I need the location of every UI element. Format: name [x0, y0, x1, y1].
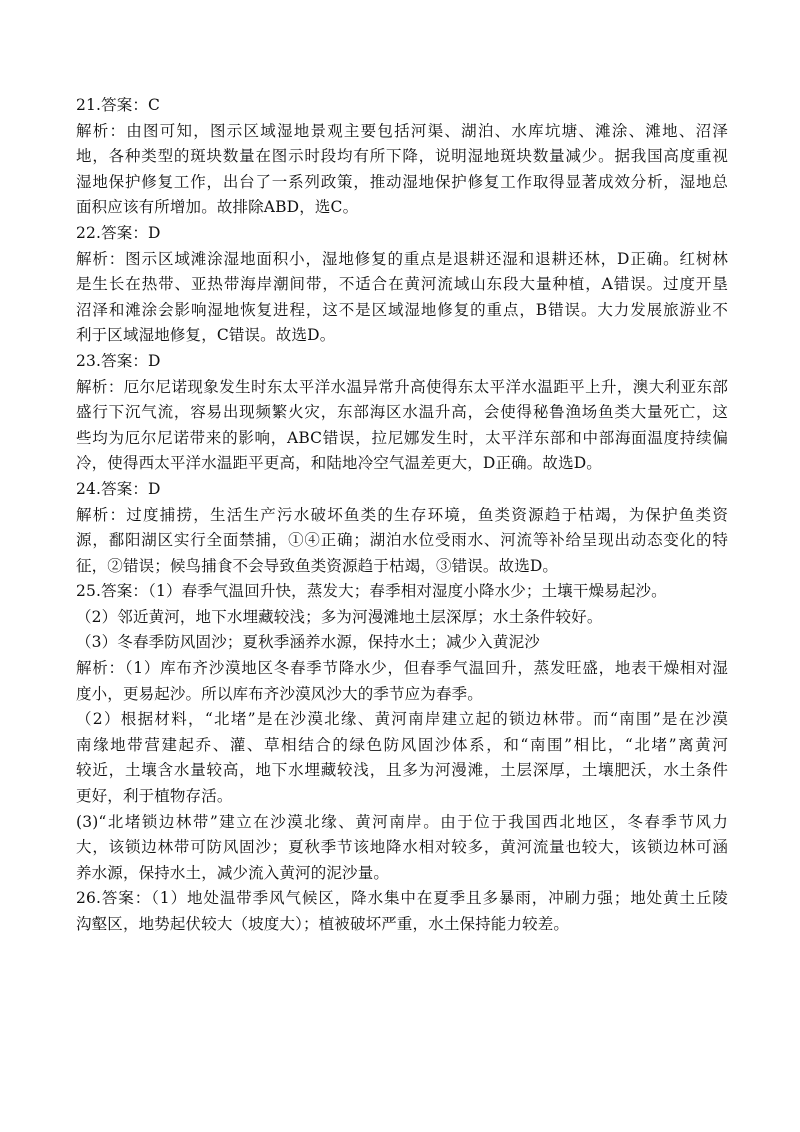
answer-line: （2）邻近黄河，地下水埋藏较浅；多为河漫滩地土层深厚；水土条件较好。 — [76, 607, 603, 626]
explanation-line: （2）根据材料，“北堵”是在沙漠北缘、黄河南岸建立起的锁边林带。而“南围”是在沙漠 — [76, 710, 728, 729]
answer-item-22 — [76, 221, 728, 349]
explanation-line: 利于区域湿地修复，C错误。故选D。 — [76, 326, 336, 345]
explanation-line: 南缘地带营建起乔、灌、草相结合的绿色防风固沙体系，和“南围”相比，“北堵”离黄河 — [76, 735, 728, 754]
explanation-line: 盛行下沉气流，容易出现频繁火灾，东部海区水温升高，会使得秘鲁渔场鱼类大量死亡，这 — [76, 403, 728, 422]
explanation-line: 些均为厄尔尼诺带来的影响，ABC错误，拉尼娜发生时，太平洋东部和中部海面温度持续偏 — [76, 428, 728, 447]
explanation-line: 养水源，保持水土，减少流入黄河的泥沙量。 — [76, 863, 390, 882]
explanation-line: 冷，使得西太平洋水温距平更高，和陆地冷空气温差更大，D正确。故选D。 — [76, 454, 602, 473]
explanation-line: 解析：过度捕捞，生活生产污水破坏鱼类的生存环境，鱼类资源趋于枯竭，为保护鱼类资 — [76, 505, 728, 524]
explanation-line: 解析：厄尔尼诺现象发生时东太平洋水温异常升高使得东太平洋水温距平上升，澳大利亚东部 — [76, 377, 728, 396]
explanation-line: 解析：图示区域滩涂湿地面积小，湿地修复的重点是退耕还湿和退耕还林，D正确。红树林 — [76, 249, 728, 268]
explanation-line: 湿地保护修复工作，出台了一系列政策，推动湿地保护修复工作取得显著成效分析，湿地总 — [76, 172, 728, 191]
explanation-line: 解析：由图可知，图示区域湿地景观主要包括河渠、湖泊、水库坑塘、滩涂、滩地、沼泽 — [76, 121, 728, 140]
explanation-line: 征，②错误；候鸟捕食不会导致鱼类资源趋于枯竭，③错误。故选D。 — [76, 556, 559, 575]
explanation-line: 沼泽和滩涂会影响湿地恢复进程，这不是区域湿地修复的重点，B错误。大力发展旅游业不 — [76, 300, 728, 319]
explanation-line: (3)“北堵锁边林带”建立在沙漠北缘、黄河南岸。由于位于我国西北地区，冬春季节风力 — [76, 812, 728, 831]
answer-item-24 — [76, 477, 728, 579]
explanation-line: 更好，利于植物存活。 — [76, 787, 233, 806]
answer-item-23 — [76, 349, 728, 477]
answer-key-content — [76, 93, 728, 938]
answer-heading: 26.答案：（1）地处温带季风气候区，降水集中在夏季且多暴雨，冲刷力强；地处黄土丘陵 — [76, 889, 728, 908]
explanation-line: 是生长在热带、亚热带海岸潮间带，不适合在黄河流域山东段大量种植，A错误。过度开垦 — [76, 275, 728, 294]
explanation-line: 源，鄱阳湖区实行全面禁捕，①④正确；湖泊水位受雨水、河流等补给呈现出动态变化的特 — [76, 531, 728, 550]
explanation-line: 度小，更易起沙。所以库布齐沙漠风沙大的季节应为春季。 — [76, 684, 483, 703]
explanation-line: 面积应该有所增加。故排除ABD，选C。 — [76, 198, 359, 217]
explanation-line: 大，该锁边林带可防风固沙；夏秋季节该地降水相对较多，黄河流量也较大，该锁边林可涵 — [76, 838, 728, 857]
answer-line: （3）冬春季防风固沙；夏秋季涵养水源，保持水土；减少入黄泥沙 — [76, 633, 540, 652]
answer-heading: 23.答案：D — [76, 351, 161, 370]
answer-heading: 24.答案：D — [76, 479, 161, 498]
answer-item-25 — [76, 579, 728, 886]
answer-item-21 — [76, 93, 728, 221]
answer-heading: 21.答案：C — [76, 96, 161, 114]
explanation-line: 地，各种类型的斑块数量在图示时段均有所下降，说明湿地斑块数量减少。据我国高度重视 — [76, 147, 728, 166]
answer-item-26 — [76, 886, 728, 937]
answer-heading: 25.答案：（1）春季气温回升快，蒸发大；春季相对湿度小降水少；土壤干燥易起沙。 — [76, 582, 667, 601]
explanation-line: 较近，土壤含水量较高，地下水埋藏较浅，且多为河漫滩，土层深厚，土壤肥沃，水土条件 — [76, 761, 728, 780]
explanation-line: 解析：（1）库布齐沙漠地区冬春季节降水少，但春季气温回升，蒸发旺盛，地表干燥相对湿 — [76, 659, 728, 678]
answer-heading: 22.答案：D — [76, 223, 161, 242]
answer-line: 沟壑区，地势起伏较大（坡度大）；植被破坏严重，水土保持能力较差。 — [76, 915, 570, 933]
